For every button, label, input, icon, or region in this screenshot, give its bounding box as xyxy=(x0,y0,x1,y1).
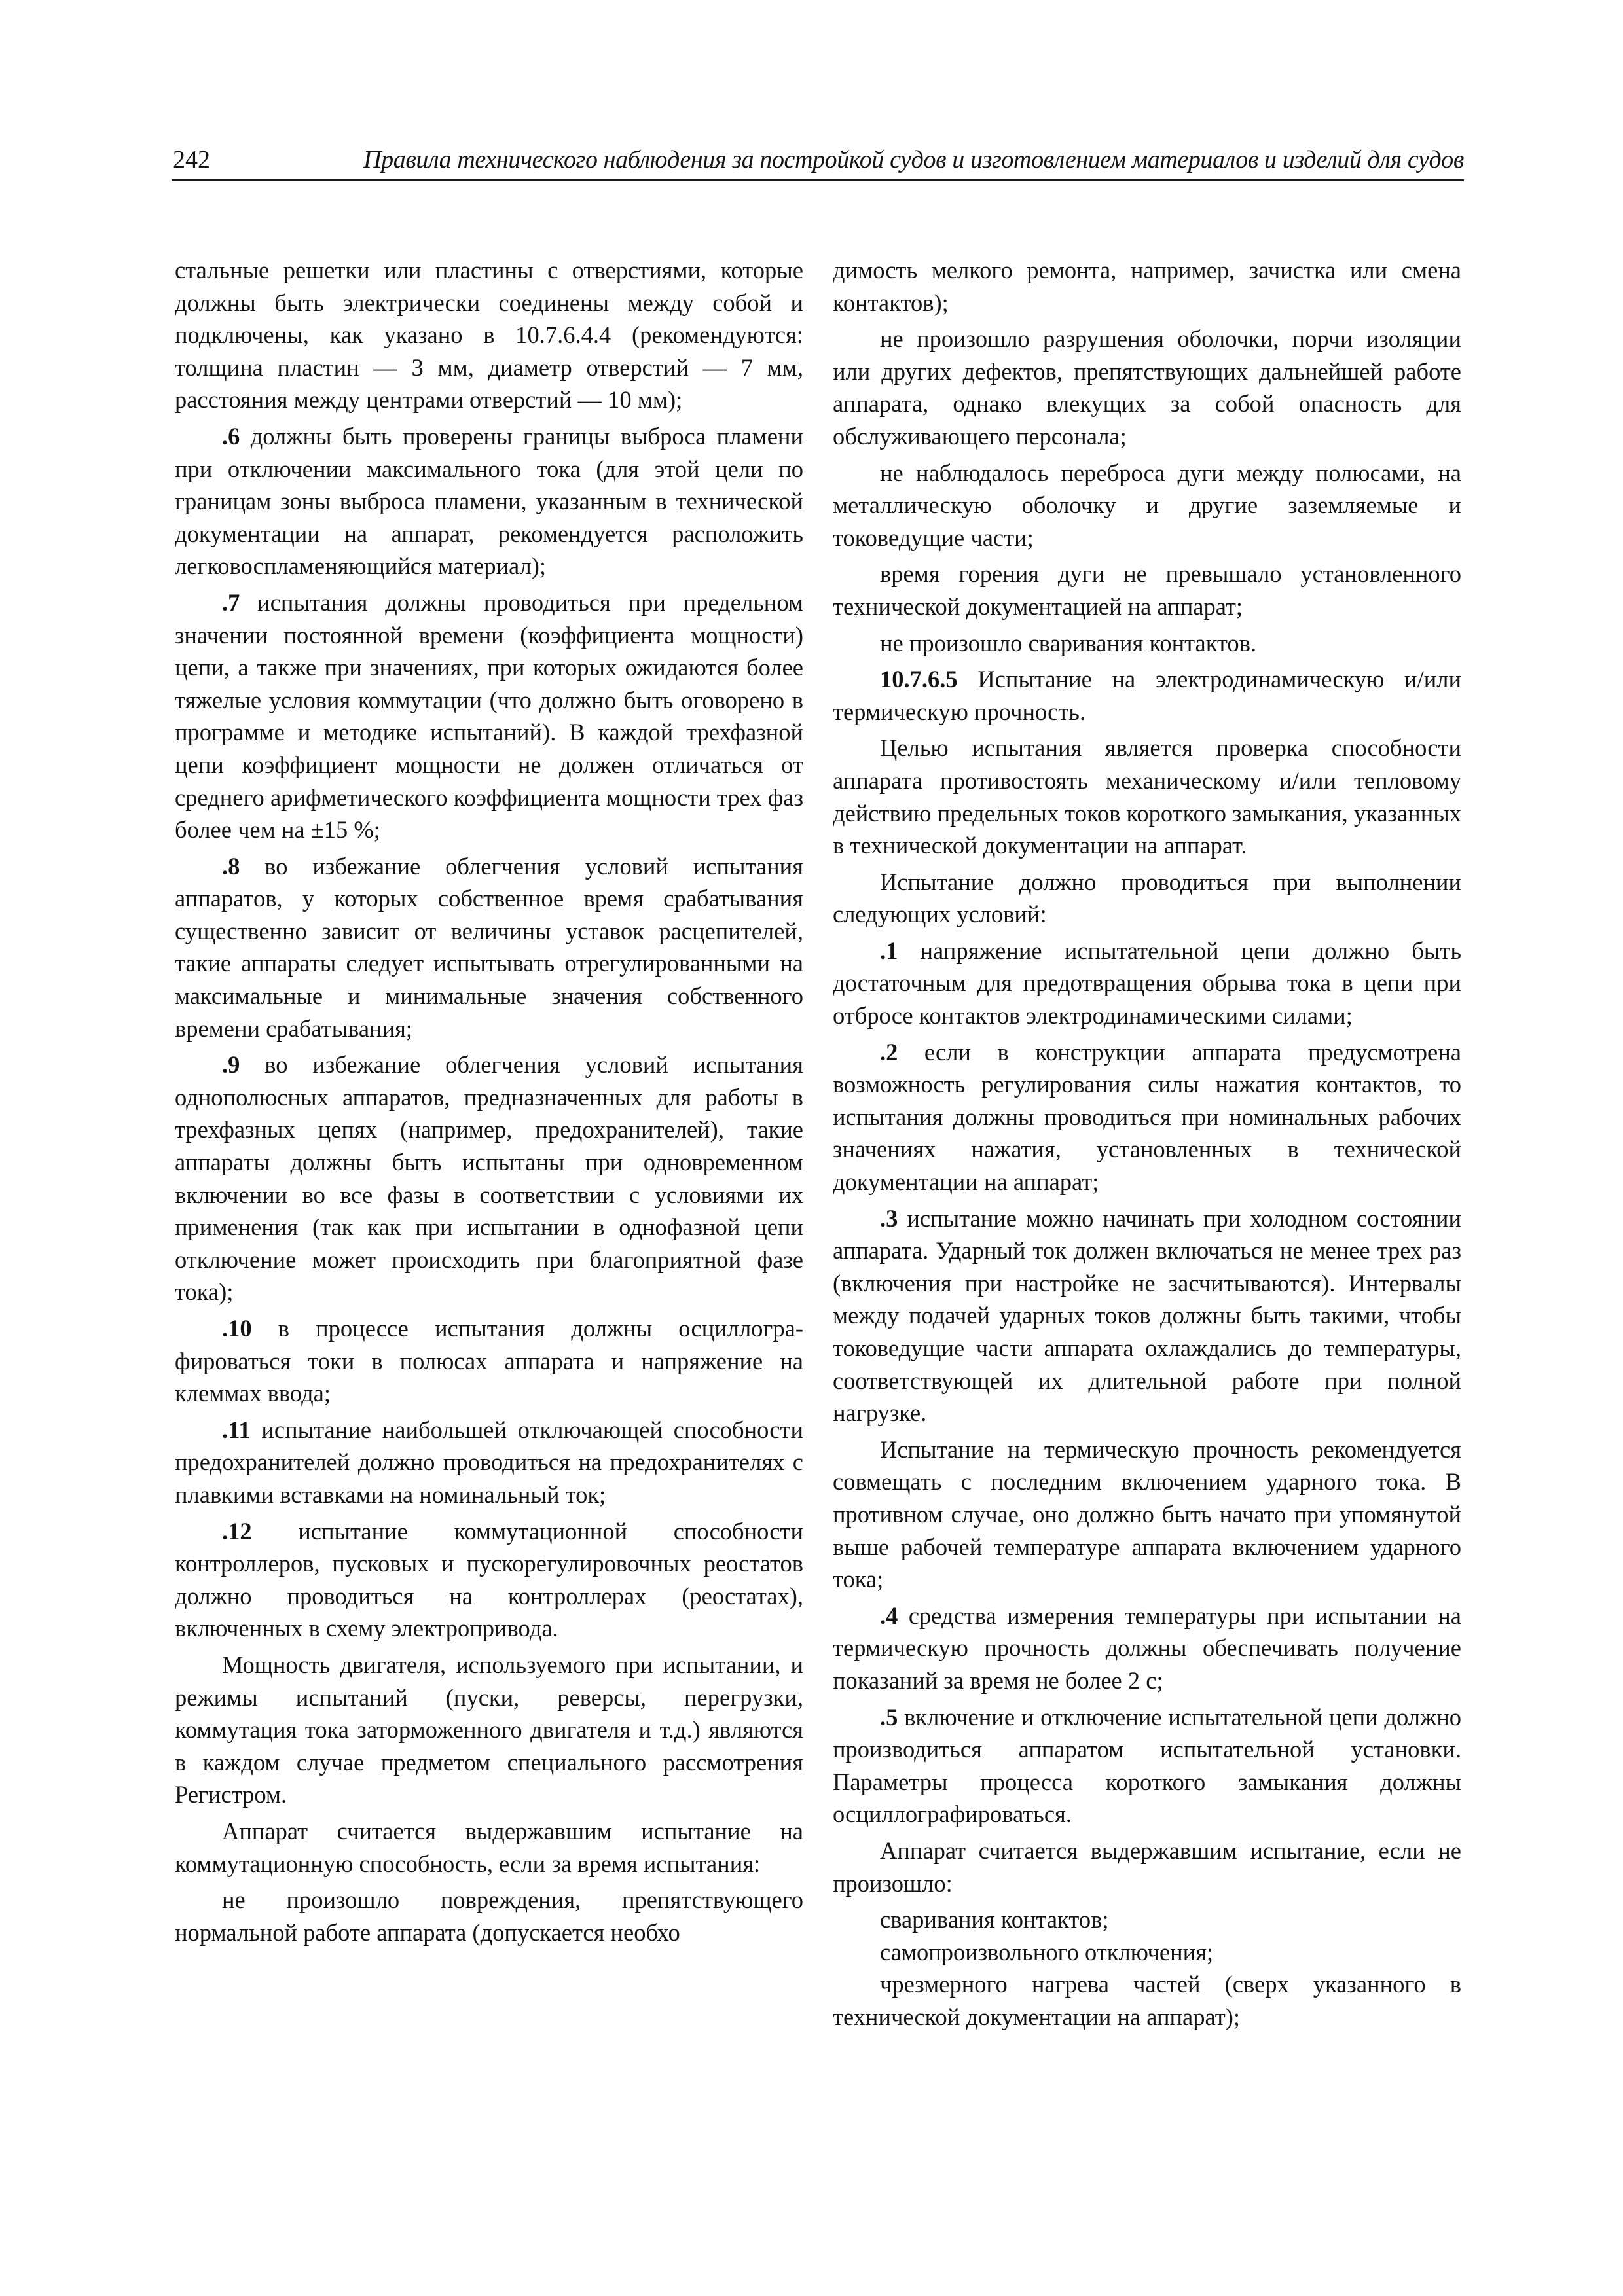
item-text: в процессе испытания должны осциллографироваться токи в полюсах аппарата и напряжение на клеммах ввода; xyxy=(175,1315,803,1407)
list-item-8 xyxy=(175,850,803,1045)
item-number: .5 xyxy=(880,1703,898,1731)
list-item-2 xyxy=(833,1036,1461,1198)
running-title: Правила технического наблюдения за постройкой судов и изготовлением материалов и изделий для судов xyxy=(363,146,1464,173)
paragraph: Аппарат считается выдержавшим испытание, если не произошло: xyxy=(833,1837,1461,1897)
paragraph: не произошло сваривания контактов. xyxy=(880,629,1257,656)
section-number: 10.7.6.5 xyxy=(880,666,958,693)
item-text: испытание коммутационной способности контроллеров, пусковых и пускорегулировочных реостатов должно проводиться на контроллерах (реостатах), включенных в схему электропривода. xyxy=(175,1517,803,1642)
item-text: должны быть проверены границы выброса пламени при отключении максимального тока (для этой цели по границам зоны выброса пламени, указанным в технической документации на аппарат, рекомендуется расположить легковоспламеняющийся материал); xyxy=(175,422,803,580)
paragraph: Испытание на термическую прочность рекомендуется совмещать с последним включением ударного тока. В противном случае, оно должно быть начато при упомянутой выше рабочей температуре аппарата включением ударного тока; xyxy=(833,1435,1461,1593)
paragraph: Аппарат считается выдержавшим испытание на коммутационную способность, если за время испытания: xyxy=(175,1817,803,1877)
paragraph: Испытание должно проводиться при выполнении следующих условий: xyxy=(833,868,1461,928)
page-header xyxy=(172,143,1464,181)
item-text: испытание можно начинать при холодном состоянии аппарата. Ударный ток должен включаться не менее трех раз (включения при настройке не засчитываются). Интервалы между подачей ударных токов должны быть такими, чтобы токоведущие части аппарата охлаждались до температуры, соответствующей их длительной работе при полной нагрузке. xyxy=(833,1204,1461,1427)
paragraph: самопроизвольного отключения; xyxy=(880,1938,1214,1965)
list-item-10 xyxy=(175,1312,803,1410)
paragraph: не произошло разрушения оболочки, порчи изоляции или других дефектов, препятствующих дальнейшей работе аппарата, однако влекущих за собой опасность для обслуживающего персонала; xyxy=(833,325,1461,450)
list-item-3 xyxy=(833,1202,1461,1429)
item-text: во избежание облегчения условий испытания аппаратов, у которых собственное время срабатывания существенно зависит от величины уставок расцепителей, такие аппараты следует испытывать отрегулированными на максимальные и минимальные значения собственного времени срабатывания; xyxy=(175,852,803,1042)
item-text: если в конструкции аппарата предусмотрена возможность регулирования силы нажатия контактов, то испытания должны проводиться при номинальных рабочих значениях нажатия, установленных в технической документации на аппарат; xyxy=(833,1038,1461,1196)
left-column xyxy=(175,254,803,1948)
paragraph: время горения дуги не превышало установленного технической документацией на аппарат; xyxy=(833,560,1461,620)
item-number: .7 xyxy=(222,588,240,616)
item-number: .4 xyxy=(880,1602,898,1629)
item-text: средства измерения температуры при испытании на термическую прочность должны обеспечивать получение показаний за время не более 2 с; xyxy=(833,1602,1461,1694)
item-text: включение и отключение испытательной цепи должно производиться аппаратом испытательной установки. Параметры процесса короткого замыкания должны осциллографироваться. xyxy=(833,1703,1461,1828)
item-number: .1 xyxy=(880,937,898,964)
page-number: 242 xyxy=(173,146,210,173)
item-number: .10 xyxy=(222,1315,252,1342)
paragraph: Мощность двигателя, используемого при испытании, и режимы испытаний (пуски, реверсы, перегрузки, коммутация тока заторможенного двигателя и т.д.) являются в каждом случае предметом специального рассмотрения Регистром. xyxy=(175,1651,803,1808)
paragraph: димость мелкого ремонта, например, зачистка или смена контактов); xyxy=(833,257,1461,316)
item-text: испытания должны проводиться при предельном значении постоянной времени (коэффициента мощности) цепи, а также при значениях, при которых ожидаются более тяжелые условия коммутации (что должно быть оговорено в программе и методике испытаний). В каждой трехфазной цепи коэффициент мощности не должен отличаться от среднего арифметического коэффициента мощности трех фаз более чем на ±15 %; xyxy=(175,588,803,844)
list-item-11 xyxy=(175,1414,803,1511)
list-item-12 xyxy=(175,1515,803,1645)
item-number: .9 xyxy=(222,1051,240,1079)
section-heading-10-7-6-5 xyxy=(833,663,1461,728)
item-number: .2 xyxy=(880,1038,898,1066)
list-item-1 xyxy=(833,935,1461,1032)
paragraph: Целью испытания является проверка способности аппарата противостоять механическому и/или тепловому действию предельных токов короткого замыкания, указанных в технической документации на аппарат. xyxy=(833,734,1461,859)
item-number: .6 xyxy=(222,422,240,450)
list-item-5 xyxy=(833,1701,1461,1831)
right-column xyxy=(833,254,1461,2033)
paragraph: сваривания контактов; xyxy=(880,1906,1109,1933)
item-number: .8 xyxy=(222,852,240,880)
list-item-4 xyxy=(833,1600,1461,1697)
list-item-9 xyxy=(175,1049,803,1308)
section-title: Испытание на электродинамическую и/или термическую прочность. xyxy=(833,666,1461,725)
list-item-6 xyxy=(175,420,803,583)
item-number: .12 xyxy=(222,1517,252,1545)
paragraph: не произошло повреждения, препятствующего нормальной работе аппарата (допускается необхо xyxy=(175,1886,803,1946)
list-item-7 xyxy=(175,586,803,846)
paragraph: стальные решетки или пластины с отверстиями, которые должны быть электрически соединены между собой и подключены, как указано в 10.7.6.4.4 (рекомендуются: толщина пластин — 3 мм, диаметр отверстий — 7 мм, расстояния между центрами отверстий — 10 мм); xyxy=(175,257,803,414)
paragraph: чрезмерного нагрева частей (сверх указанного в технической документации на аппарат); xyxy=(833,1971,1461,2030)
item-text: во избежание облегчения условий испытания однополюсных аппаратов, предназначенных для работы в трехфазных цепях (например, предохранителей), такие аппараты должны быть испытаны при одновременном включении во все фазы в соответствии с условиями их применения (так как при испытании в однофазной цепи отключение может происходить при благоприятной фазе тока); xyxy=(175,1051,803,1306)
item-number: .11 xyxy=(222,1416,251,1443)
item-text: напряжение испытательной цепи должно быть достаточным для предотвращения обрыва тока в цепи при отбросе контактов электродинамическими силами; xyxy=(833,937,1461,1030)
paragraph: не наблюдалось переброса дуги между полюсами, на металлическую оболочку и другие заземляемые и токоведущие части; xyxy=(833,459,1461,551)
item-number: .3 xyxy=(880,1204,898,1232)
item-text: испытание наибольшей отключающей способности предохранителей должно проводиться на предохранителях с плавкими вставками на номинальный ток; xyxy=(175,1416,803,1508)
